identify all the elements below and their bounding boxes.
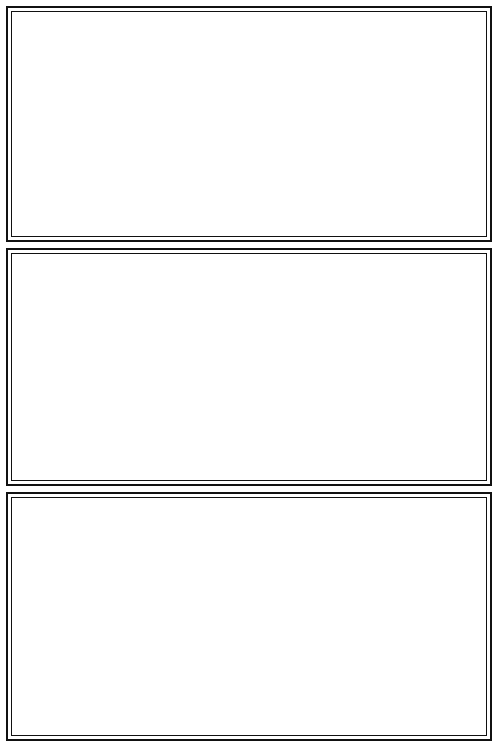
text-columns	[18, 504, 480, 729]
text-panel-middle	[6, 248, 492, 486]
text-panel-bottom	[6, 492, 492, 741]
text-columns	[18, 18, 480, 230]
text-columns	[18, 260, 480, 474]
text-panel-top	[6, 6, 492, 242]
